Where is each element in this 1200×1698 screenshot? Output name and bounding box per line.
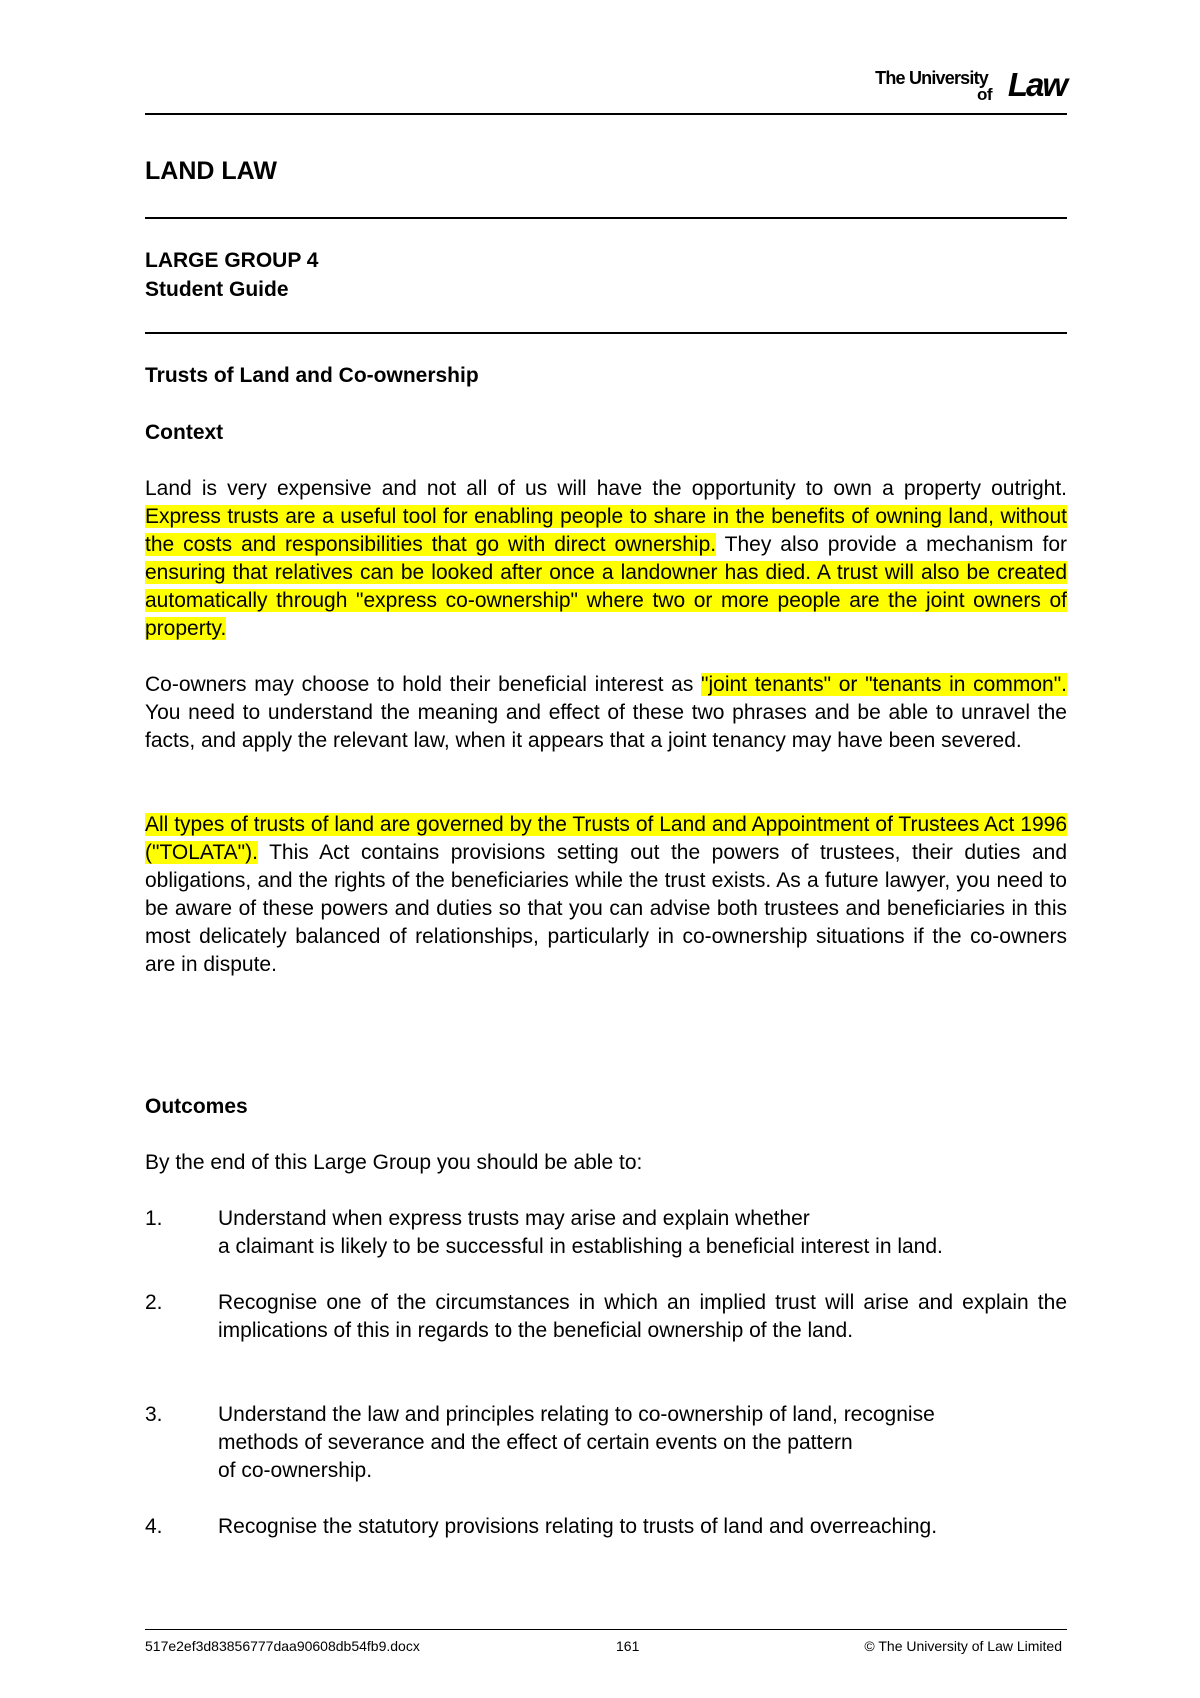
outcome-item-1 (145, 1205, 1067, 1261)
logo-line-1: The University (875, 68, 988, 88)
header-rule-2 (145, 217, 1067, 219)
outcomes-intro: By the end of this Large Group you should be able to: (145, 1151, 643, 1174)
context-p1-highlight-1: Express trusts are a useful tool for enabling people to share in the benefits of owning land, without the costs and responsibilities that go with direct ownership. (145, 505, 1067, 556)
outcome-3-line-2: methods of severance and the effect of certain events on the pattern (218, 1431, 853, 1454)
context-heading: Context (145, 421, 224, 444)
outcome-3-line-3: of co-ownership. (218, 1459, 373, 1482)
context-paragraph-1 (145, 475, 1067, 643)
document-title: LAND LAW (145, 157, 277, 185)
topic-heading: Trusts of Land and Co-ownership (145, 364, 479, 387)
outcome-number-1: 1. (145, 1207, 163, 1230)
footer-copyright: © The University of Law Limited (864, 1638, 1062, 1654)
header-rule-1 (145, 113, 1067, 115)
outcome-1-line-2: a claimant is likely to be successful in establishing a beneficial interest in land. (218, 1235, 943, 1258)
context-p3-highlight: All types of trusts of land are governed by the Trusts of Land and Appointment of Trustees Act 1996 ("TOLATA"). (145, 813, 1067, 864)
outcome-number-3: 3. (145, 1403, 163, 1426)
outcome-3-line-1: Understand the law and principles relating to co-ownership of land, recognise (218, 1403, 935, 1426)
outcome-item-4 (145, 1513, 1067, 1541)
context-p2-part-c: You need to understand the meaning and effect of these two phrases and be able to unravel the facts, and apply the relevant law, when it appears that a joint tenancy may have been severed. (145, 701, 1067, 752)
large-group-label: LARGE GROUP 4 (145, 249, 319, 272)
header-rule-3 (145, 332, 1067, 334)
logo-line-3: Law (1007, 66, 1066, 103)
footer-filename: 517e2ef3d83856777daa90608db54fb9.docx (145, 1638, 420, 1654)
logo-line-2: of (976, 85, 992, 104)
context-p1-highlight-2: ensuring that relatives can be looked after once a landowner has died. A trust will also be created automatically through "express co-ownership" where two or more people are the joint owners of property. (145, 561, 1067, 640)
outcome-1-line-1: Understand when express trusts may arise and explain whether (218, 1207, 810, 1230)
student-guide-label: Student Guide (145, 278, 289, 301)
outcome-number-2: 2. (145, 1291, 163, 1314)
footer-page-number: 161 (616, 1638, 640, 1654)
context-p3-part-b: This Act contains provisions setting out the powers of trustees, their duties and obligations, and the rights of the beneficiaries while the trust exists. As a future lawyer, you need to be aware of these powers and duties so that you can advise both trustees and beneficiaries in this most delicately balanced of relationships, particularly in co-ownership situations if the co-owners are in dispute. (145, 841, 1067, 976)
outcomes-heading: Outcomes (145, 1095, 248, 1118)
outcome-item-3 (145, 1401, 1067, 1485)
footer-rule (145, 1629, 1067, 1630)
context-paragraph-2 (145, 671, 1067, 755)
outcome-4-text: Recognise the statutory provisions relating to trusts of land and overreaching. (218, 1515, 938, 1538)
context-paragraph-3 (145, 811, 1067, 979)
outcome-2-text: Recognise one of the circumstances in which an implied trust will arise and explain the implications of this in regards to the beneficial ownership of the land. (218, 1291, 1067, 1342)
outcome-number-4: 4. (145, 1515, 163, 1538)
university-logo (866, 66, 1066, 106)
outcome-item-2 (145, 1289, 1067, 1345)
context-p1-part-c: They also provide a mechanism for (716, 533, 1067, 556)
context-p2-part-a: Co-owners may choose to hold their beneficial interest as (145, 673, 702, 696)
context-p1-part-a: Land is very expensive and not all of us will have the opportunity to own a property outright. (145, 477, 1067, 500)
context-p2-highlight: "joint tenants" or "tenants in common". (701, 673, 1067, 696)
